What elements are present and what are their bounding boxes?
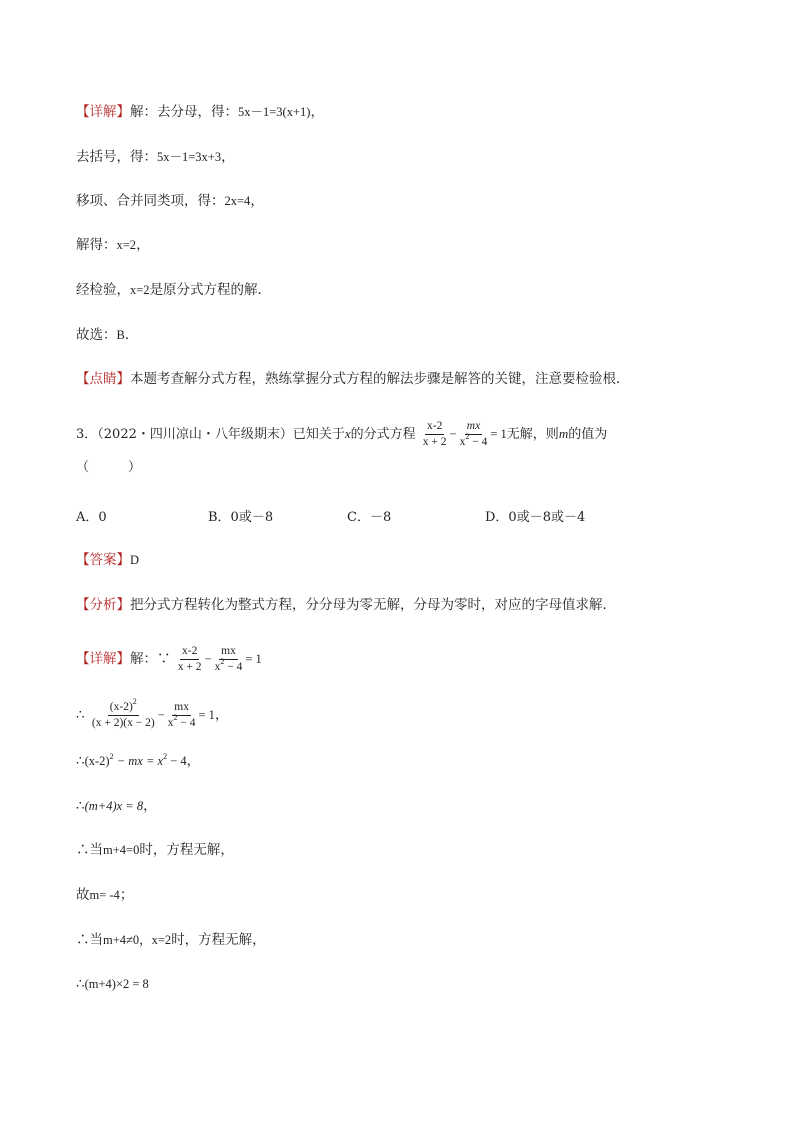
equation: m+4≠0，x=2 xyxy=(103,933,172,947)
line-text: 解：∵ xyxy=(130,651,171,667)
punct: ． xyxy=(124,327,139,343)
equation: 2x=4 xyxy=(224,194,251,208)
detail-step-3 xyxy=(76,752,200,770)
den-rest: − 4 xyxy=(469,436,488,448)
punct: ， xyxy=(214,707,229,723)
line-text: 把分式方程转化为整式方程，分分母为零无解，分母为零时，对应的字母值求解． xyxy=(130,597,616,613)
choice-letter: B xyxy=(116,328,125,342)
question-mid: 的分式方程 xyxy=(350,427,416,442)
analysis-tag: 【分析】 xyxy=(76,597,130,613)
denominator: x + 2 xyxy=(422,436,447,448)
exponent: 2 xyxy=(109,752,114,761)
den-rest: − 4 xyxy=(224,661,243,673)
fraction-1 xyxy=(176,645,204,674)
line-text: 时，方程无解， xyxy=(171,932,266,948)
choice-c: C．－8 xyxy=(347,510,392,525)
variable-m: m xyxy=(558,426,569,441)
denominator: x + 2 xyxy=(177,661,202,673)
numerator: mx xyxy=(219,645,238,660)
equation: m+4=0 xyxy=(103,843,140,857)
question-lead: 3．（2022・四川凉山・八年级期末）已知关于 xyxy=(76,427,345,442)
punct: ， xyxy=(221,149,235,165)
fraction-1 xyxy=(421,420,449,449)
line-text: 是原分式方程的解． xyxy=(149,282,272,298)
equation: (m+4)x = 8 xyxy=(84,799,144,813)
exponent: 2 xyxy=(220,657,225,666)
equals-one: = 1 xyxy=(490,427,507,441)
den-rest: − 4 xyxy=(177,717,196,729)
answer-tag: 【答案】 xyxy=(76,552,130,568)
equation: 5x－1=3x+3 xyxy=(157,150,222,164)
den-base: x xyxy=(459,436,466,448)
exponent: 2 xyxy=(132,697,137,706)
punct: ； xyxy=(119,887,134,903)
equals-one: = 1 xyxy=(245,652,262,666)
solution-line-3 xyxy=(76,192,264,210)
punct: ， xyxy=(186,753,201,769)
line-text: 去括号，得： xyxy=(76,149,157,165)
den-base: x xyxy=(167,717,174,729)
numerator xyxy=(108,697,139,716)
equation: m= -4 xyxy=(89,888,120,902)
therefore-symbol: ∴ xyxy=(76,976,85,992)
solution-line-6 xyxy=(76,326,138,344)
den-base: x xyxy=(214,661,221,673)
question-after: 无解，则 xyxy=(506,427,559,442)
answer-line xyxy=(76,551,139,569)
denominator xyxy=(213,657,245,674)
therefore-symbol: ∴ xyxy=(76,753,85,769)
solution-line-1 xyxy=(76,103,324,121)
punct: ， xyxy=(136,237,150,253)
minus-sign: − xyxy=(449,427,457,441)
num-base: (x-2) xyxy=(109,701,133,713)
equation: x=2 xyxy=(130,283,150,297)
line-text: 本题考查解分式方程，熟练掌握分式方程的解法步骤是解答的关键，注意要检验根． xyxy=(130,371,630,387)
eq-part: − mx = x xyxy=(113,754,164,768)
detail-step-1 xyxy=(76,645,262,674)
line-text: ∴当 xyxy=(76,932,103,948)
question-3 xyxy=(76,420,607,449)
numerator: x-2 xyxy=(425,420,444,435)
detail-step-2 xyxy=(76,697,229,730)
fraction-2 xyxy=(166,701,198,730)
punct: ， xyxy=(310,104,324,120)
choice-d: D．0或－8或－4 xyxy=(485,510,586,525)
variable-x: x xyxy=(344,426,351,441)
exponent: 2 xyxy=(163,752,168,761)
minus-sign: − xyxy=(204,652,212,666)
equation xyxy=(85,754,187,768)
choice-a: A．0 xyxy=(76,510,107,525)
exponent: 2 xyxy=(465,432,470,441)
exponent: 2 xyxy=(173,713,178,722)
line-text: 经检验， xyxy=(76,282,130,298)
denominator xyxy=(458,432,490,449)
fraction-2 xyxy=(213,645,245,674)
line-text: 故 xyxy=(76,887,90,903)
eq-part: (x-2) xyxy=(84,754,110,768)
key-point-tag: 【点睛】 xyxy=(76,371,130,387)
solution-line-2 xyxy=(76,148,235,166)
answer-parentheses: （ ） xyxy=(76,460,142,475)
analysis-line xyxy=(76,596,616,614)
equation: x=2 xyxy=(116,238,137,252)
solution-line-4 xyxy=(76,236,150,254)
key-point-line xyxy=(76,370,630,388)
detail-step-6 xyxy=(76,886,133,904)
line-text: 解得： xyxy=(76,237,117,253)
numerator: mx xyxy=(465,420,482,435)
line-text: 时，方程无解， xyxy=(139,842,234,858)
punct: ， xyxy=(250,193,264,209)
fraction-2 xyxy=(458,420,490,449)
punct: ， xyxy=(143,798,157,814)
numerator: mx xyxy=(172,701,191,716)
minus-sign: − xyxy=(157,708,165,722)
fraction-1 xyxy=(90,697,157,730)
detail-tag: 【详解】 xyxy=(76,104,130,120)
line-text: 移项、合并同类项，得： xyxy=(76,193,225,209)
equation: 5x－1=3(x+1) xyxy=(238,105,311,119)
detail-step-5 xyxy=(76,841,234,859)
question-tail: 的值为 xyxy=(568,427,608,442)
equals-one: = 1 xyxy=(198,708,215,722)
line-text: 解：去分母，得： xyxy=(130,104,238,120)
denominator xyxy=(166,713,198,730)
line-text: 故选： xyxy=(76,327,117,343)
numerator: x-2 xyxy=(180,645,199,660)
detail-step-7 xyxy=(76,931,266,949)
therefore-symbol: ∴ xyxy=(76,798,85,814)
eq-part: − 4 xyxy=(167,754,187,768)
equation: (m+4)×2 = 8 xyxy=(84,977,149,991)
solution-line-5 xyxy=(76,281,271,299)
denominator: (x + 2)(x − 2) xyxy=(91,717,155,729)
answer-value: D xyxy=(130,553,140,567)
detail-step-4 xyxy=(76,797,157,815)
answer-blank xyxy=(76,459,141,477)
choice-b: B．0或－8 xyxy=(208,510,274,525)
line-text: ∴当 xyxy=(76,842,103,858)
detail-step-8 xyxy=(76,975,149,993)
therefore-symbol: ∴ xyxy=(76,707,85,723)
detail-tag: 【详解】 xyxy=(76,651,130,667)
